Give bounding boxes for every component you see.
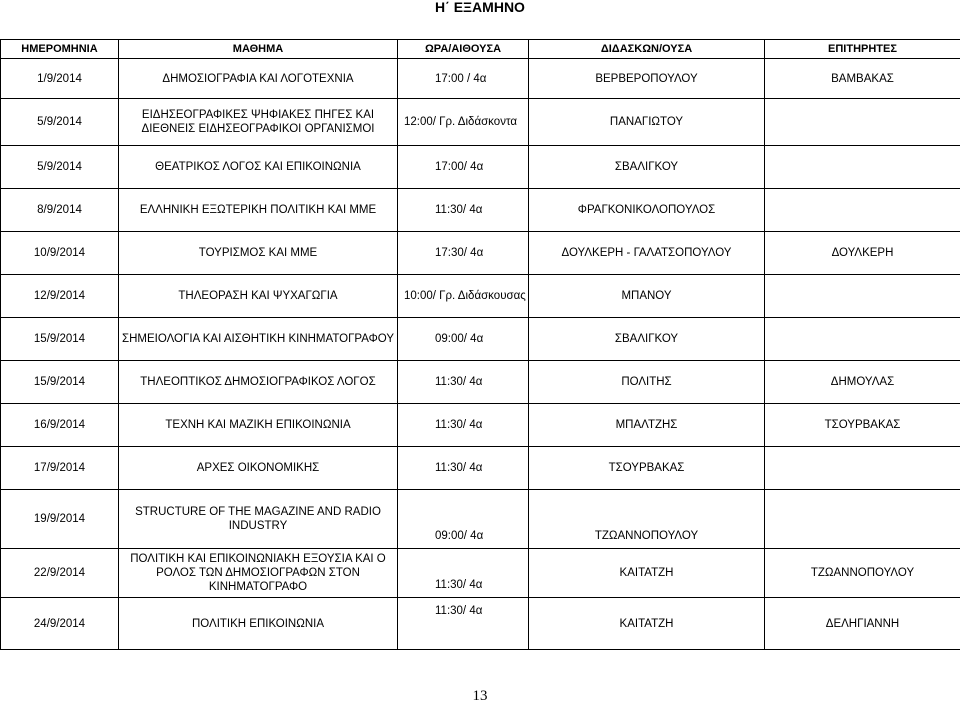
course-cell: ΤΟΥΡΙΣΜΟΣ ΚΑΙ ΜΜΕ — [119, 232, 398, 275]
date-cell: 16/9/2014 — [1, 404, 119, 447]
page-number: 13 — [472, 688, 488, 704]
supervisor-cell — [765, 490, 960, 549]
instructor-cell: ΦΡΑΓΚΟΝΙΚΟΛΟΠΟΥΛΟΣ — [529, 189, 765, 232]
table-row — [1, 99, 960, 146]
exam-schedule-table — [0, 39, 960, 650]
instructor-cell: ΜΠΑΛΤΖΗΣ — [529, 404, 765, 447]
course-cell: ΣΗΜΕΙΟΛΟΓΙΑ ΚΑΙ ΑΙΣΘΗΤΙΚΗ ΚΙΝΗΜΑΤΟΓΡΑΦΟΥ — [119, 318, 398, 361]
course-cell: ΑΡΧΕΣ ΟΙΚΟΝΟΜΙΚΗΣ — [119, 447, 398, 490]
supervisor-cell: ΒΑΜΒΑΚΑΣ — [765, 59, 960, 99]
supervisor-cell — [765, 99, 960, 146]
header-supervisors: ΕΠΙΤΗΡΗΤΕΣ — [765, 40, 960, 59]
date-cell: 10/9/2014 — [1, 232, 119, 275]
header-instructors: ΔΙΔΑΣΚΩΝ/ΟΥΣΑ — [529, 40, 765, 59]
page-title: Η΄ ΕΞΑΜΗΝΟ — [435, 0, 525, 15]
course-cell: ΤΗΛΕΟΠΤΙΚΟΣ ΔΗΜΟΣΙΟΓΡΑΦΙΚΟΣ ΛΟΓΟΣ — [119, 361, 398, 404]
supervisor-cell: ΤΣΟΥΡΒΑΚΑΣ — [765, 404, 960, 447]
instructor-cell: ΠΑΝΑΓΙΩΤΟΥ — [529, 99, 765, 146]
course-cell: ΔΗΜΟΣΙΟΓΡΑΦΙΑ ΚΑΙ ΛΟΓΟΤΕΧΝΙΑ — [119, 59, 398, 99]
course-cell: ΤΕΧΝΗ ΚΑΙ ΜΑΖΙΚΗ ΕΠΙΚΟΙΝΩΝΙΑ — [119, 404, 398, 447]
table-row — [1, 232, 960, 275]
instructor-cell: ΣΒΑΛΙΓΚΟΥ — [529, 146, 765, 189]
instructor-cell: ΠΟΛΙΤΗΣ — [529, 361, 765, 404]
date-cell: 8/9/2014 — [1, 189, 119, 232]
time-room-cell: 17:30/ 4α — [398, 232, 529, 275]
instructor-cell: ΣΒΑΛΙΓΚΟΥ — [529, 318, 765, 361]
table-header-row — [1, 40, 960, 59]
supervisor-cell — [765, 146, 960, 189]
table-row — [1, 447, 960, 490]
date-cell: 19/9/2014 — [1, 490, 119, 549]
header-time-room: ΩΡΑ/ΑΙΘΟΥΣΑ — [398, 40, 529, 59]
table-row — [1, 146, 960, 189]
supervisor-cell: ΔΗΜΟΥΛΑΣ — [765, 361, 960, 404]
instructor-cell: ΚΑΙΤΑΤΖΗ — [529, 598, 765, 650]
table-row — [1, 59, 960, 99]
instructor-cell: ΒΕΡΒΕΡΟΠΟΥΛΟΥ — [529, 59, 765, 99]
supervisor-cell: ΔΕΛΗΓΙΑΝΝΗ — [765, 598, 960, 650]
supervisor-cell: ΤΖΩΑΝΝΟΠΟΥΛΟΥ — [765, 549, 960, 598]
time-room-cell: 11:30/ 4α — [398, 361, 529, 404]
date-cell: 22/9/2014 — [1, 549, 119, 598]
date-cell: 17/9/2014 — [1, 447, 119, 490]
instructor-cell: ΜΠΑΝΟΥ — [529, 275, 765, 318]
header-course: ΜΑΘΗΜΑ — [119, 40, 398, 59]
table-row — [1, 189, 960, 232]
course-cell: STRUCTURE OF THE MAGAZINE AND RADIO INDUSTRY — [119, 490, 398, 549]
time-room-cell: 17:00 / 4α — [398, 59, 529, 99]
time-room-cell: 17:00/ 4α — [398, 146, 529, 189]
date-cell: 15/9/2014 — [1, 318, 119, 361]
table-row — [1, 318, 960, 361]
course-cell: ΕΙΔΗΣΕΟΓΡΑΦΙΚΕΣ ΨΗΦΙΑΚΕΣ ΠΗΓΕΣ ΚΑΙ ΔΙΕΘΝΕΙΣ ΕΙΔΗΣΕΟΓΡΑΦΙΚΟΙ ΟΡΓΑΝΙΣΜΟΙ — [119, 99, 398, 146]
supervisor-cell: ΔΟΥΛΚΕΡΗ — [765, 232, 960, 275]
course-cell: ΕΛΛΗΝΙΚΗ ΕΞΩΤΕΡΙΚΗ ΠΟΛΙΤΙΚΗ ΚΑΙ ΜΜΕ — [119, 189, 398, 232]
instructor-cell: ΤΣΟΥΡΒΑΚΑΣ — [529, 447, 765, 490]
supervisor-cell — [765, 189, 960, 232]
time-room-cell: 10:00/ Γρ. Διδάσκουσας — [398, 275, 529, 318]
course-cell: ΤΗΛΕΟΡΑΣΗ ΚΑΙ ΨΥΧΑΓΩΓΙΑ — [119, 275, 398, 318]
time-room-cell: 09:00/ 4α — [398, 490, 529, 549]
date-cell: 15/9/2014 — [1, 361, 119, 404]
course-cell: ΘΕΑΤΡΙΚΟΣ ΛΟΓΟΣ ΚΑΙ ΕΠΙΚΟΙΝΩΝΙΑ — [119, 146, 398, 189]
instructor-cell: ΤΖΩΑΝΝΟΠΟΥΛΟΥ — [529, 490, 765, 549]
time-room-cell: 11:30/ 4α — [398, 598, 529, 650]
course-cell: ΠΟΛΙΤΙΚΗ ΚΑΙ ΕΠΙΚΟΙΝΩΝΙΑΚΗ ΕΞΟΥΣΙΑ ΚΑΙ Ο ΡΟΛΟΣ ΤΩΝ ΔΗΜΟΣΙΟΓΡΑΦΩΝ ΣΤΟΝ ΚΙΝΗΜΑΤΟΓΡΑΦΟ — [119, 549, 398, 598]
date-cell: 12/9/2014 — [1, 275, 119, 318]
time-room-cell: 09:00/ 4α — [398, 318, 529, 361]
instructor-cell: ΚΑΙΤΑΤΖΗ — [529, 549, 765, 598]
date-cell: 24/9/2014 — [1, 598, 119, 650]
table-row — [1, 490, 960, 549]
time-room-cell: 11:30/ 4α — [398, 189, 529, 232]
table-row — [1, 549, 960, 598]
supervisor-cell — [765, 447, 960, 490]
course-cell: ΠΟΛΙΤΙΚΗ ΕΠΙΚΟΙΝΩΝΙΑ — [119, 598, 398, 650]
supervisor-cell — [765, 318, 960, 361]
date-cell: 5/9/2014 — [1, 146, 119, 189]
table-row — [1, 361, 960, 404]
header-date: ΗΜΕΡΟΜΗΝΙΑ — [1, 40, 119, 59]
table-row — [1, 404, 960, 447]
time-room-cell: 11:30/ 4α — [398, 404, 529, 447]
time-room-cell: 11:30/ 4α — [398, 549, 529, 598]
table-row — [1, 598, 960, 650]
supervisor-cell — [765, 275, 960, 318]
date-cell: 1/9/2014 — [1, 59, 119, 99]
table-row — [1, 275, 960, 318]
time-room-cell: 11:30/ 4α — [398, 447, 529, 490]
time-room-cell: 12:00/ Γρ. Διδάσκοντα — [398, 99, 529, 146]
date-cell: 5/9/2014 — [1, 99, 119, 146]
instructor-cell: ΔΟΥΛΚΕΡΗ - ΓΑΛΑΤΣΟΠΟΥΛΟΥ — [529, 232, 765, 275]
